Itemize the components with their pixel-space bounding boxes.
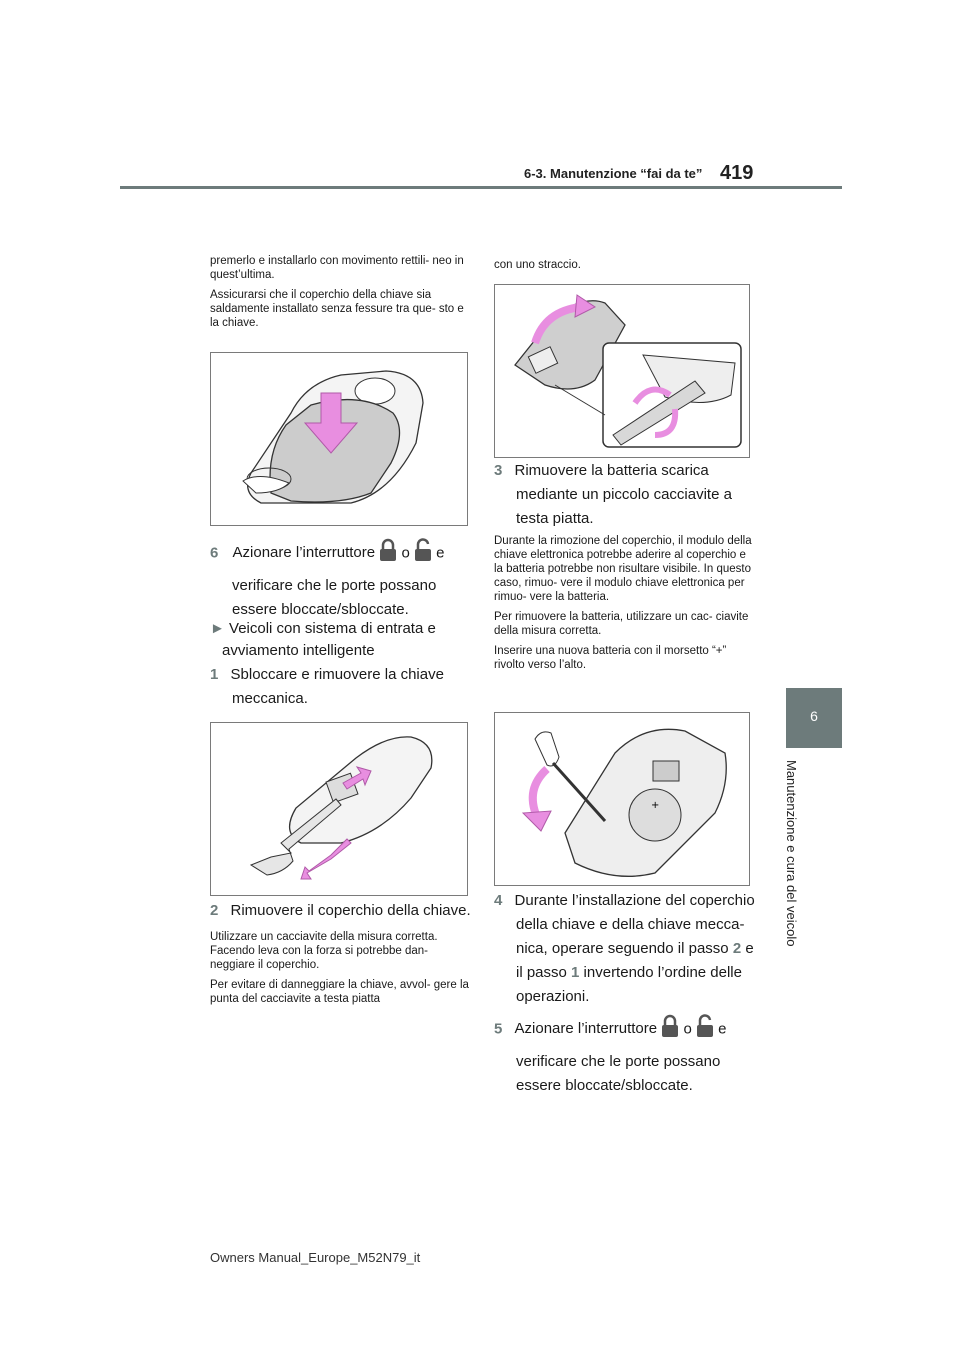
lock-icon: [379, 538, 397, 569]
step-4: [494, 890, 766, 1008]
step-3-number: 3: [494, 462, 503, 479]
step-1-text-b: meccanica.: [232, 690, 308, 707]
step-1: [210, 664, 480, 710]
step-3-text-c: testa piatta.: [516, 510, 594, 527]
step-2: [210, 900, 480, 922]
step-6-text-b: verificare che le porte possano: [232, 577, 437, 594]
step-2-notes: [210, 930, 472, 1006]
step-2-number: 2: [210, 902, 219, 919]
step-1-text-a: Sbloccare e rimuovere la chiave: [230, 666, 444, 683]
step-2-text: Rimuovere il coperchio della chiave.: [230, 902, 471, 919]
step-5: [494, 1014, 766, 1097]
continued-text: con uno straccio.: [494, 259, 581, 271]
triangle-bullet-icon: ►: [210, 620, 225, 637]
step-2-note-2: Per evitare di danneggiare la chiave, avvol- gere la punta del cacciavite a testa piatta: [210, 979, 469, 1005]
step-2-note-1: Utilizzare un cacciavite della misura corretta. Facendo leva con la forza si potrebbe dan- neggiare il coperchio.: [210, 931, 438, 971]
section-title: 6-3. Manutenzione “fai da te”: [524, 166, 703, 181]
step-4-text-c3: e: [745, 940, 754, 957]
step-4-ref-2: 2: [732, 940, 742, 957]
step-6-number: 6: [210, 544, 219, 562]
step-5-and: e: [718, 1020, 727, 1038]
step-5-or: o: [683, 1020, 692, 1038]
intro-text: [210, 254, 472, 330]
step-5-text-b: verificare che le porte possano: [516, 1053, 721, 1070]
step-3-note-1: Durante la rimozione del coperchio, il modulo della chiave elettronica potrebbe aderire al coperchio e la batteria potrebbe non risultare visibile. In questo caso, rimuo- vere il modulo chiave elettronica per rimuo- vere la batteria.: [494, 535, 752, 603]
step-4-text-d1: il passo: [516, 964, 567, 981]
vehicle-heading-b: avviamento intelligente: [222, 642, 375, 659]
step-5-number: 5: [494, 1020, 503, 1038]
unlock-icon: [414, 538, 432, 569]
step-3-notes: [494, 534, 756, 672]
unlock-icon: [696, 1014, 714, 1045]
illustration-install-cover: [210, 352, 468, 526]
vehicle-heading: [210, 618, 480, 662]
step-3-note-2: Per rimuovere la batteria, utilizzare un cac- ciavite della misura corretta.: [494, 611, 749, 637]
step-6-or: o: [401, 544, 410, 562]
step-4-number: 4: [494, 892, 503, 909]
step-4-text-d3: invertendo l’ordine delle: [583, 964, 742, 981]
illustration-remove-cover: [494, 284, 750, 458]
step-5-text-a: Azionare l’interruttore: [514, 1020, 658, 1038]
intro-paragraph-2: Assicurarsi che il coperchio della chiave sia saldamente installato senza fessure tra que- sto e la chiave.: [210, 289, 464, 329]
step-3-note-3: Inserire una nuova batteria con il morsetto “+” rivolto verso l’alto.: [494, 645, 727, 671]
step-4-text-a: Durante l’installazione del coperchio: [514, 892, 755, 909]
vehicle-heading-a: Veicoli con sistema di entrata e: [229, 620, 436, 637]
intro-paragraph-1: premerlo e installarlo con movimento rettili- neo in quest’ultima.: [210, 255, 464, 281]
step-5-text-c: essere bloccate/sbloccate.: [516, 1077, 693, 1094]
illustration-remove-mechanical-key: [210, 722, 468, 896]
svg-text:+: +: [651, 800, 660, 811]
step-3-text-a: Rimuovere la batteria scarica: [514, 462, 709, 479]
page-number: 419: [720, 162, 754, 184]
step-3: [494, 460, 764, 530]
step-6: [210, 538, 480, 621]
step-4-text-b: della chiave e della chiave mecca-: [516, 916, 745, 933]
footer-text: Owners Manual_Europe_M52N79_it: [210, 1250, 421, 1265]
step-4-text-e: operazioni.: [516, 988, 590, 1005]
chapter-tab-number: 6: [810, 708, 818, 724]
step-4-ref-1: 1: [571, 964, 580, 981]
header-rule: [120, 186, 842, 189]
step-3-text-b: mediante un piccolo cacciavite a: [516, 486, 732, 503]
lock-icon: [661, 1014, 679, 1045]
step-4-text-c1: nica, operare seguendo il passo: [516, 940, 729, 957]
step-6-and: e: [436, 544, 445, 562]
arrow-icon: [523, 769, 551, 831]
step-6-text-c: essere bloccate/sbloccate.: [232, 601, 409, 618]
step-1-number: 1: [210, 666, 219, 683]
illustration-replace-battery: [494, 712, 750, 886]
chapter-tab-label: Manutenzione e cura del veicolo: [784, 760, 799, 947]
step-6-text-a: Azionare l’interruttore: [232, 544, 376, 562]
